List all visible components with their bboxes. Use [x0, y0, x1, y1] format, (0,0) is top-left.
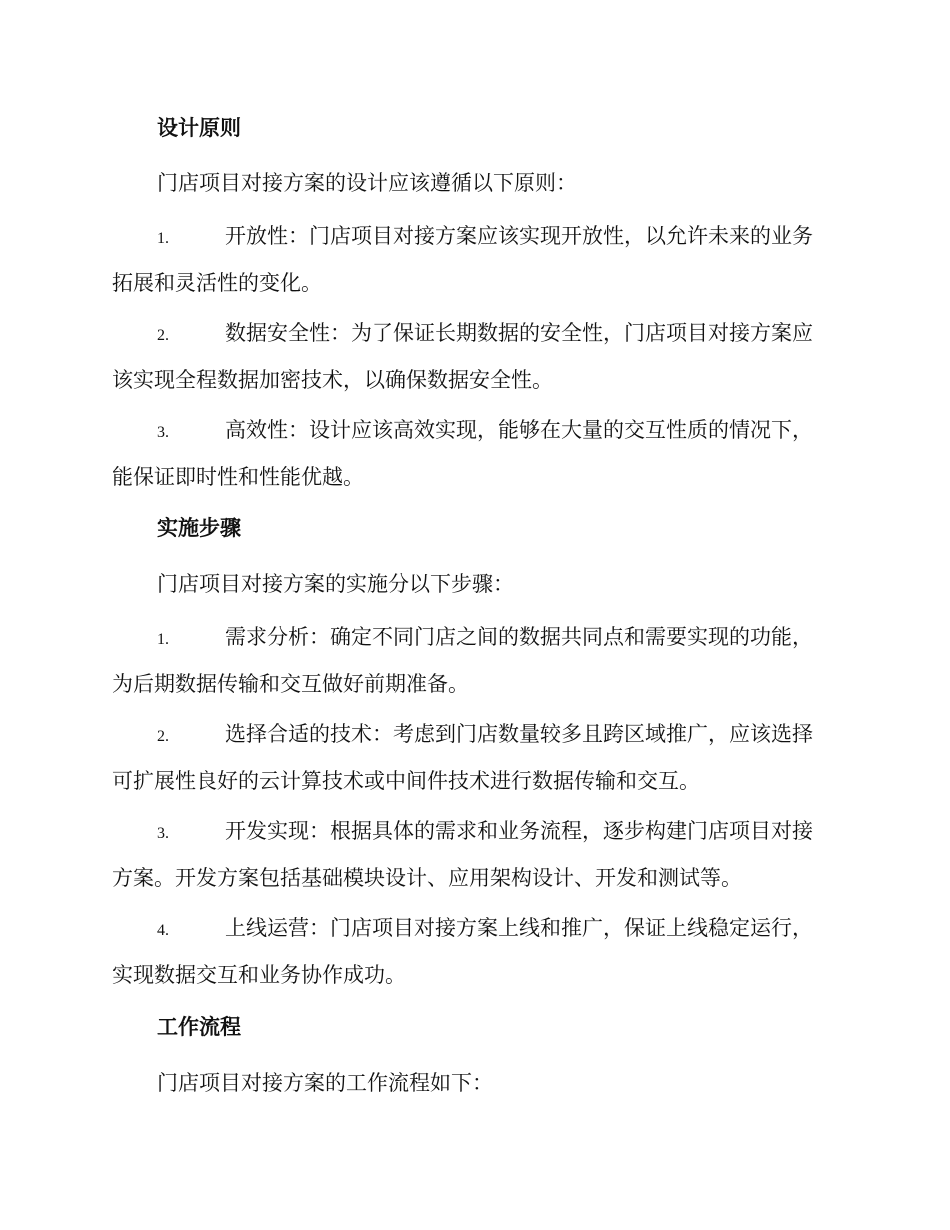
list-item-text: 上线运营：门店项目对接方案上线和推广，保证上线稳定运行，: [225, 916, 813, 940]
list-item: [112, 906, 834, 997]
list-item-first-line: [112, 408, 834, 455]
list-item-text: 高效性：设计应该高效实现，能够在大量的交互性质的情况下，: [225, 418, 813, 442]
list-item-number: 1.: [157, 230, 169, 247]
list-item-text: 开发实现：根据具体的需求和业务流程，逐步构建门店项目对接: [225, 819, 813, 843]
list-item-text: 选择合适的技术：考虑到门店数量较多且跨区域推广，应该选择: [225, 722, 813, 746]
section-heading-design-principles: 设计原则: [157, 116, 241, 140]
list-item-text: 需求分析：确定不同门店之间的数据共同点和需要实现的功能，: [225, 625, 813, 649]
section-intro-design-principles: 门店项目对接方案的设计应该遵循以下原则：: [157, 171, 577, 195]
list-item-continuation: 为后期数据传输和交互做好前期准备。: [112, 672, 469, 696]
list-item-first-line: [112, 712, 834, 759]
list-item: [112, 615, 834, 706]
section-intro-implementation-steps: 门店项目对接方案的实施分以下步骤：: [157, 572, 514, 596]
section-heading-implementation-steps: 实施步骤: [157, 516, 241, 540]
section-intro-workflow: 门店项目对接方案的工作流程如下：: [157, 1071, 493, 1095]
list-item-continuation: 实现数据交互和业务协作成功。: [112, 963, 406, 987]
list-item: [112, 809, 834, 900]
list-item-continuation: 该实现全程数据加密技术，以确保数据安全性。: [112, 368, 553, 392]
list-item-text: 数据安全性：为了保证长期数据的安全性，门店项目对接方案应: [225, 321, 813, 345]
list-item-number: 2.: [157, 327, 169, 344]
list-item-number: 4.: [157, 922, 169, 939]
list-item-continuation: 能保证即时性和性能优越。: [112, 465, 364, 489]
list-item-continuation: 拓展和灵活性的变化。: [112, 271, 322, 295]
list-item-number: 3.: [157, 825, 169, 842]
list-item-first-line: [112, 906, 834, 953]
list-item-first-line: [112, 809, 834, 856]
list-item-number: 1.: [157, 631, 169, 648]
list-item-first-line: [112, 615, 834, 662]
list-item: [112, 712, 834, 803]
list-item-text: 开放性：门店项目对接方案应该实现开放性，以允许未来的业务: [225, 224, 813, 248]
list-item: [112, 408, 834, 499]
list-item: [112, 214, 834, 305]
list-item-continuation: 方案。开发方案包括基础模块设计、应用架构设计、开发和测试等。: [112, 866, 742, 890]
section-heading-workflow: 工作流程: [157, 1015, 241, 1039]
list-item-first-line: [112, 311, 834, 358]
list-item-number: 3.: [157, 424, 169, 441]
list-item-continuation: 可扩展性良好的云计算技术或中间件技术进行数据传输和交互。: [112, 769, 700, 793]
list-item-first-line: [112, 214, 834, 261]
list-item: [112, 311, 834, 402]
list-item-number: 2.: [157, 728, 169, 745]
